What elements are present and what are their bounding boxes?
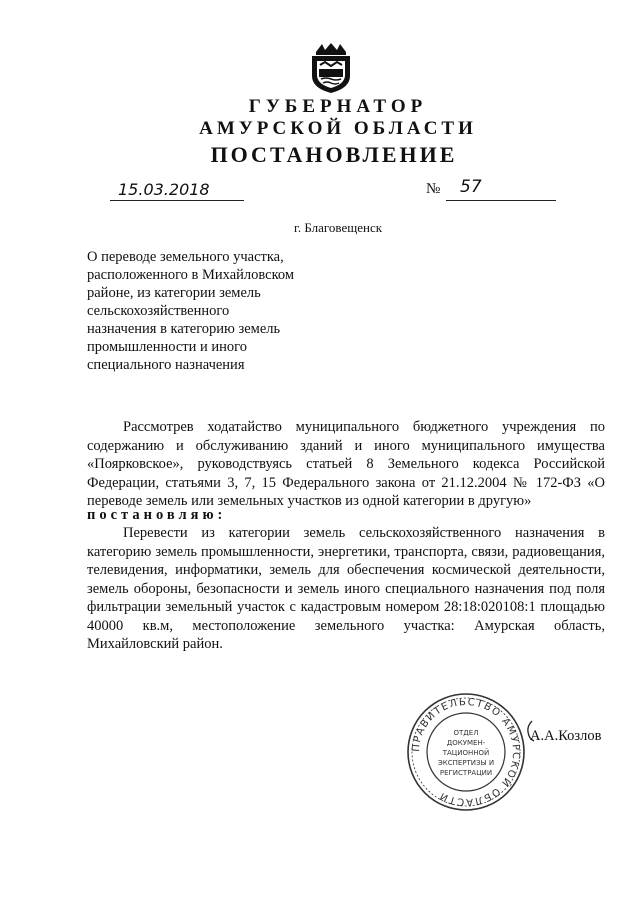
seal-outer-text: ПРАВИТЕЛЬСТВО АМУРСКОЙ ОБЛАСТИ [410, 696, 522, 808]
decree-word: постановляю: [87, 507, 227, 523]
date-underline [110, 200, 244, 201]
official-seal [405, 691, 527, 813]
title-line: специального назначения [87, 357, 245, 373]
preamble-paragraph [87, 418, 605, 511]
seal-inner-line: ТАЦИОННОЙ [442, 749, 490, 757]
title-line: назначения в категорию земель [87, 321, 281, 337]
title-line: расположенного в Михайловском [87, 267, 295, 283]
title-line: районе, из категории земель [87, 285, 261, 301]
document-type: ПОСТАНОВЛЕНИЕ [210, 142, 458, 167]
title-line: промышленности и иного [87, 339, 248, 355]
number-underline [446, 200, 556, 201]
seal-inner-line: ЭКСПЕРТИЗЫ И [437, 759, 495, 767]
seal-inner-line: РЕГИСТРАЦИИ [439, 769, 493, 777]
title-line: О переводе земельного участка, [87, 249, 284, 265]
seal-inner-line: ДОКУМЕН- [446, 739, 486, 747]
signer-name: А.А.Козлов [530, 728, 602, 744]
document-date: 15.03.2018 [118, 180, 210, 199]
seal-inner-line: ОТДЕЛ [453, 729, 479, 737]
header-line-governor: ГУБЕРНАТОР [248, 96, 428, 117]
resolution-paragraph [87, 524, 605, 654]
resolution-text: Перевести из категории земель сельскохозяйственного назначения в категорию земель промышленности, энергетики, транспорта, связи, радиовещания, телевидения, информатики, земель для обеспечения космической деятельности, земель обороны, безопасности и земель иного специального назначения под поля фильтрации земельный участок с кадастровым номером 28:18:020108:1 площадью 40000 кв.м, местоположение земельного участка: Амурская область, Михайловский район. [87, 525, 605, 652]
coat-of-arms-icon [308, 42, 354, 94]
title-line: сельскохозяйственного [87, 303, 230, 319]
document-number: 57 [460, 177, 482, 197]
number-label: № [426, 181, 441, 197]
city-name: г. Благовещенск [293, 220, 383, 235]
preamble-text: Рассмотрев ходатайство муниципального бюджетного учреждения по содержанию и обслуживанию зданий и иного муниципального имущества «Поярковское», руководствуясь статьей 8 Земельного кодекса Российской Федерации, статьями 3, 7, 15 Федерального закона от 21.12.2004 № 172-ФЗ «О переводе земель или земельных участков из одной категории в другую» [87, 419, 605, 509]
document-title [87, 248, 327, 374]
header-line-region: АМУРСКОЙ ОБЛАСТИ [199, 118, 477, 139]
